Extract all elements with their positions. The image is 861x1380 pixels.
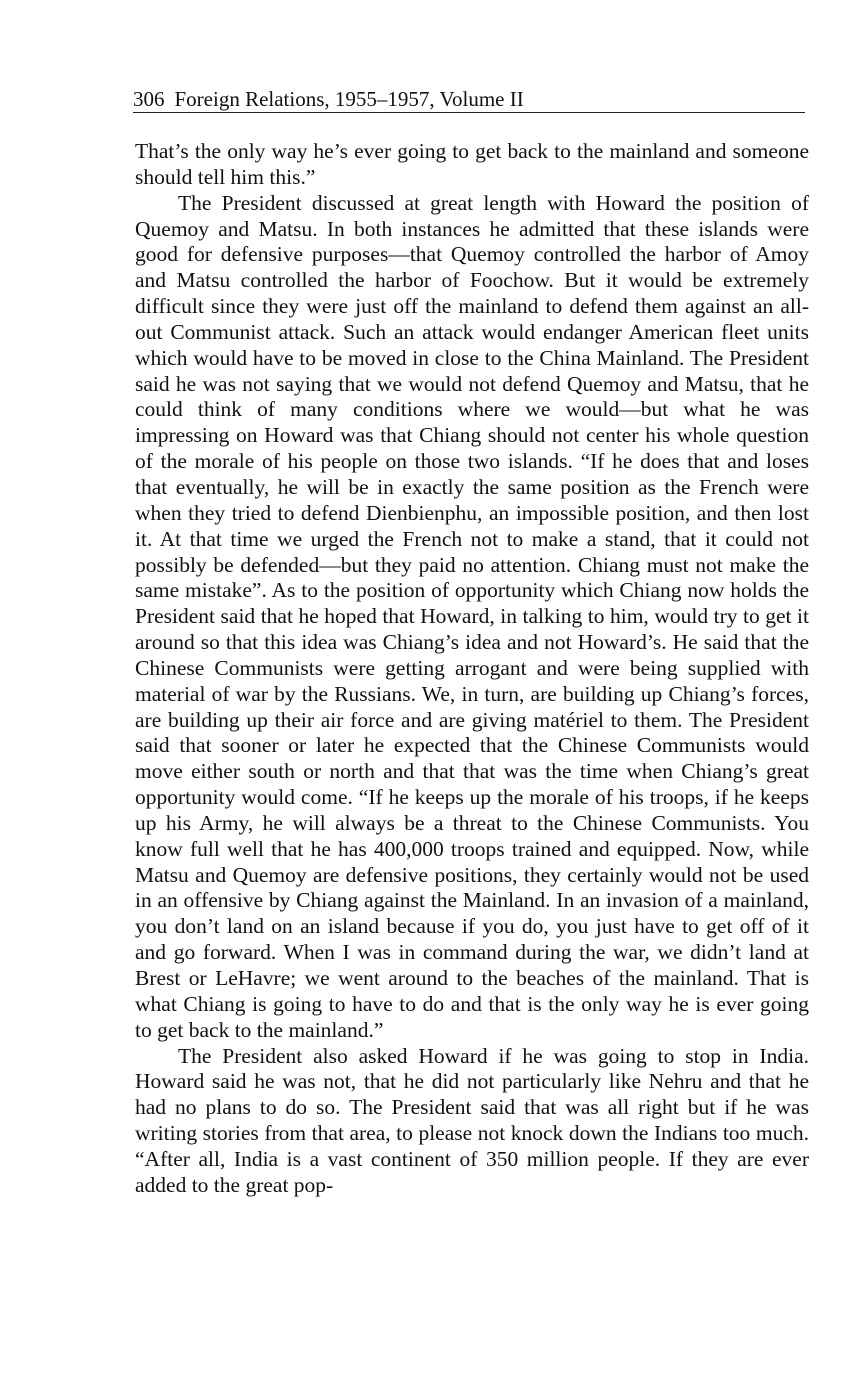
running-head xyxy=(133,86,805,113)
paragraph-india: The President also asked Howard if he was going to stop in India. Howard said he was not, that he did not particularly like Nehru and that he had no plans to do so. The President said that was all right but if he was writing stories from that area, to please not knock down the Indians too much. “After all, India is a vast continent of 350 million people. If they are ever added to the great pop- xyxy=(135,1043,809,1197)
paragraph-continuation: That’s the only way he’s ever going to get back to the mainland and someone should tell him this.” xyxy=(135,139,809,189)
running-head-title: Foreign Relations, 1955–1957, Volume II xyxy=(174,87,524,111)
body-text xyxy=(135,139,809,1199)
paragraph-quemoy-matsu: The President discussed at great length with Howard the position of Quemoy and Matsu. In both instances he admitted that these islands were good for defensive purposes—that Quemoy controlled the harbor of Amoy and Matsu controlled the harbor of Foochow. But it would be extremely difficult since they were just off the mainland to defend them against an all-out Communist attack. Such an attack would endanger American fleet units which would have to be moved in close to the China Mainland. The President said he was not saying that we would not defend Quemoy and Matsu, that he could think of many conditions where we would—but what he was impressing on Howard was that Chiang should not center his whole question of the morale of his people on those two islands. “If he does that and loses that eventually, he will be in exactly the same position as the French were when they tried to defend Dienbienphu, an impossible position, and then lost it. At that time we urged the French not to make a stand, that it could not possibly be defended—but they paid no attention. Chiang must not make the same mistake”. As to the position of opportunity which Chiang now holds the President said that he hoped that Howard, in talking to him, would try to get it around so that this idea was Chiang’s idea and not Howard’s. He said that the Chinese Communists were getting arrogant and were being supplied with material of war by the Russians. We, in turn, are building up Chiang’s forces, are building up their air force and are giving matériel to them. The President said that sooner or later he expected that the Chinese Communists would move either south or north and that that was the time when Chiang’s great opportunity would come. “If he keeps up the morale of his troops, if he keeps up his Army, he will always be a threat to the Chinese Communists. You know full well that he has 400,000 troops trained and equipped. Now, while Matsu and Quemoy are defensive positions, they certainly would not be used in an offensive by Chiang against the Mainland. In an invasion of a mainland, you don’t land on an island because if you do, you just have to get off of it and go forward. When I was in command during the war, we didn’t land at Brest or LeHavre; we went around to the beaches of the mainland. That is what Chiang is going to have to do and that is the only way he is ever going to get back to the mainland.” xyxy=(135,190,809,1042)
page-number: 306 xyxy=(133,87,165,111)
